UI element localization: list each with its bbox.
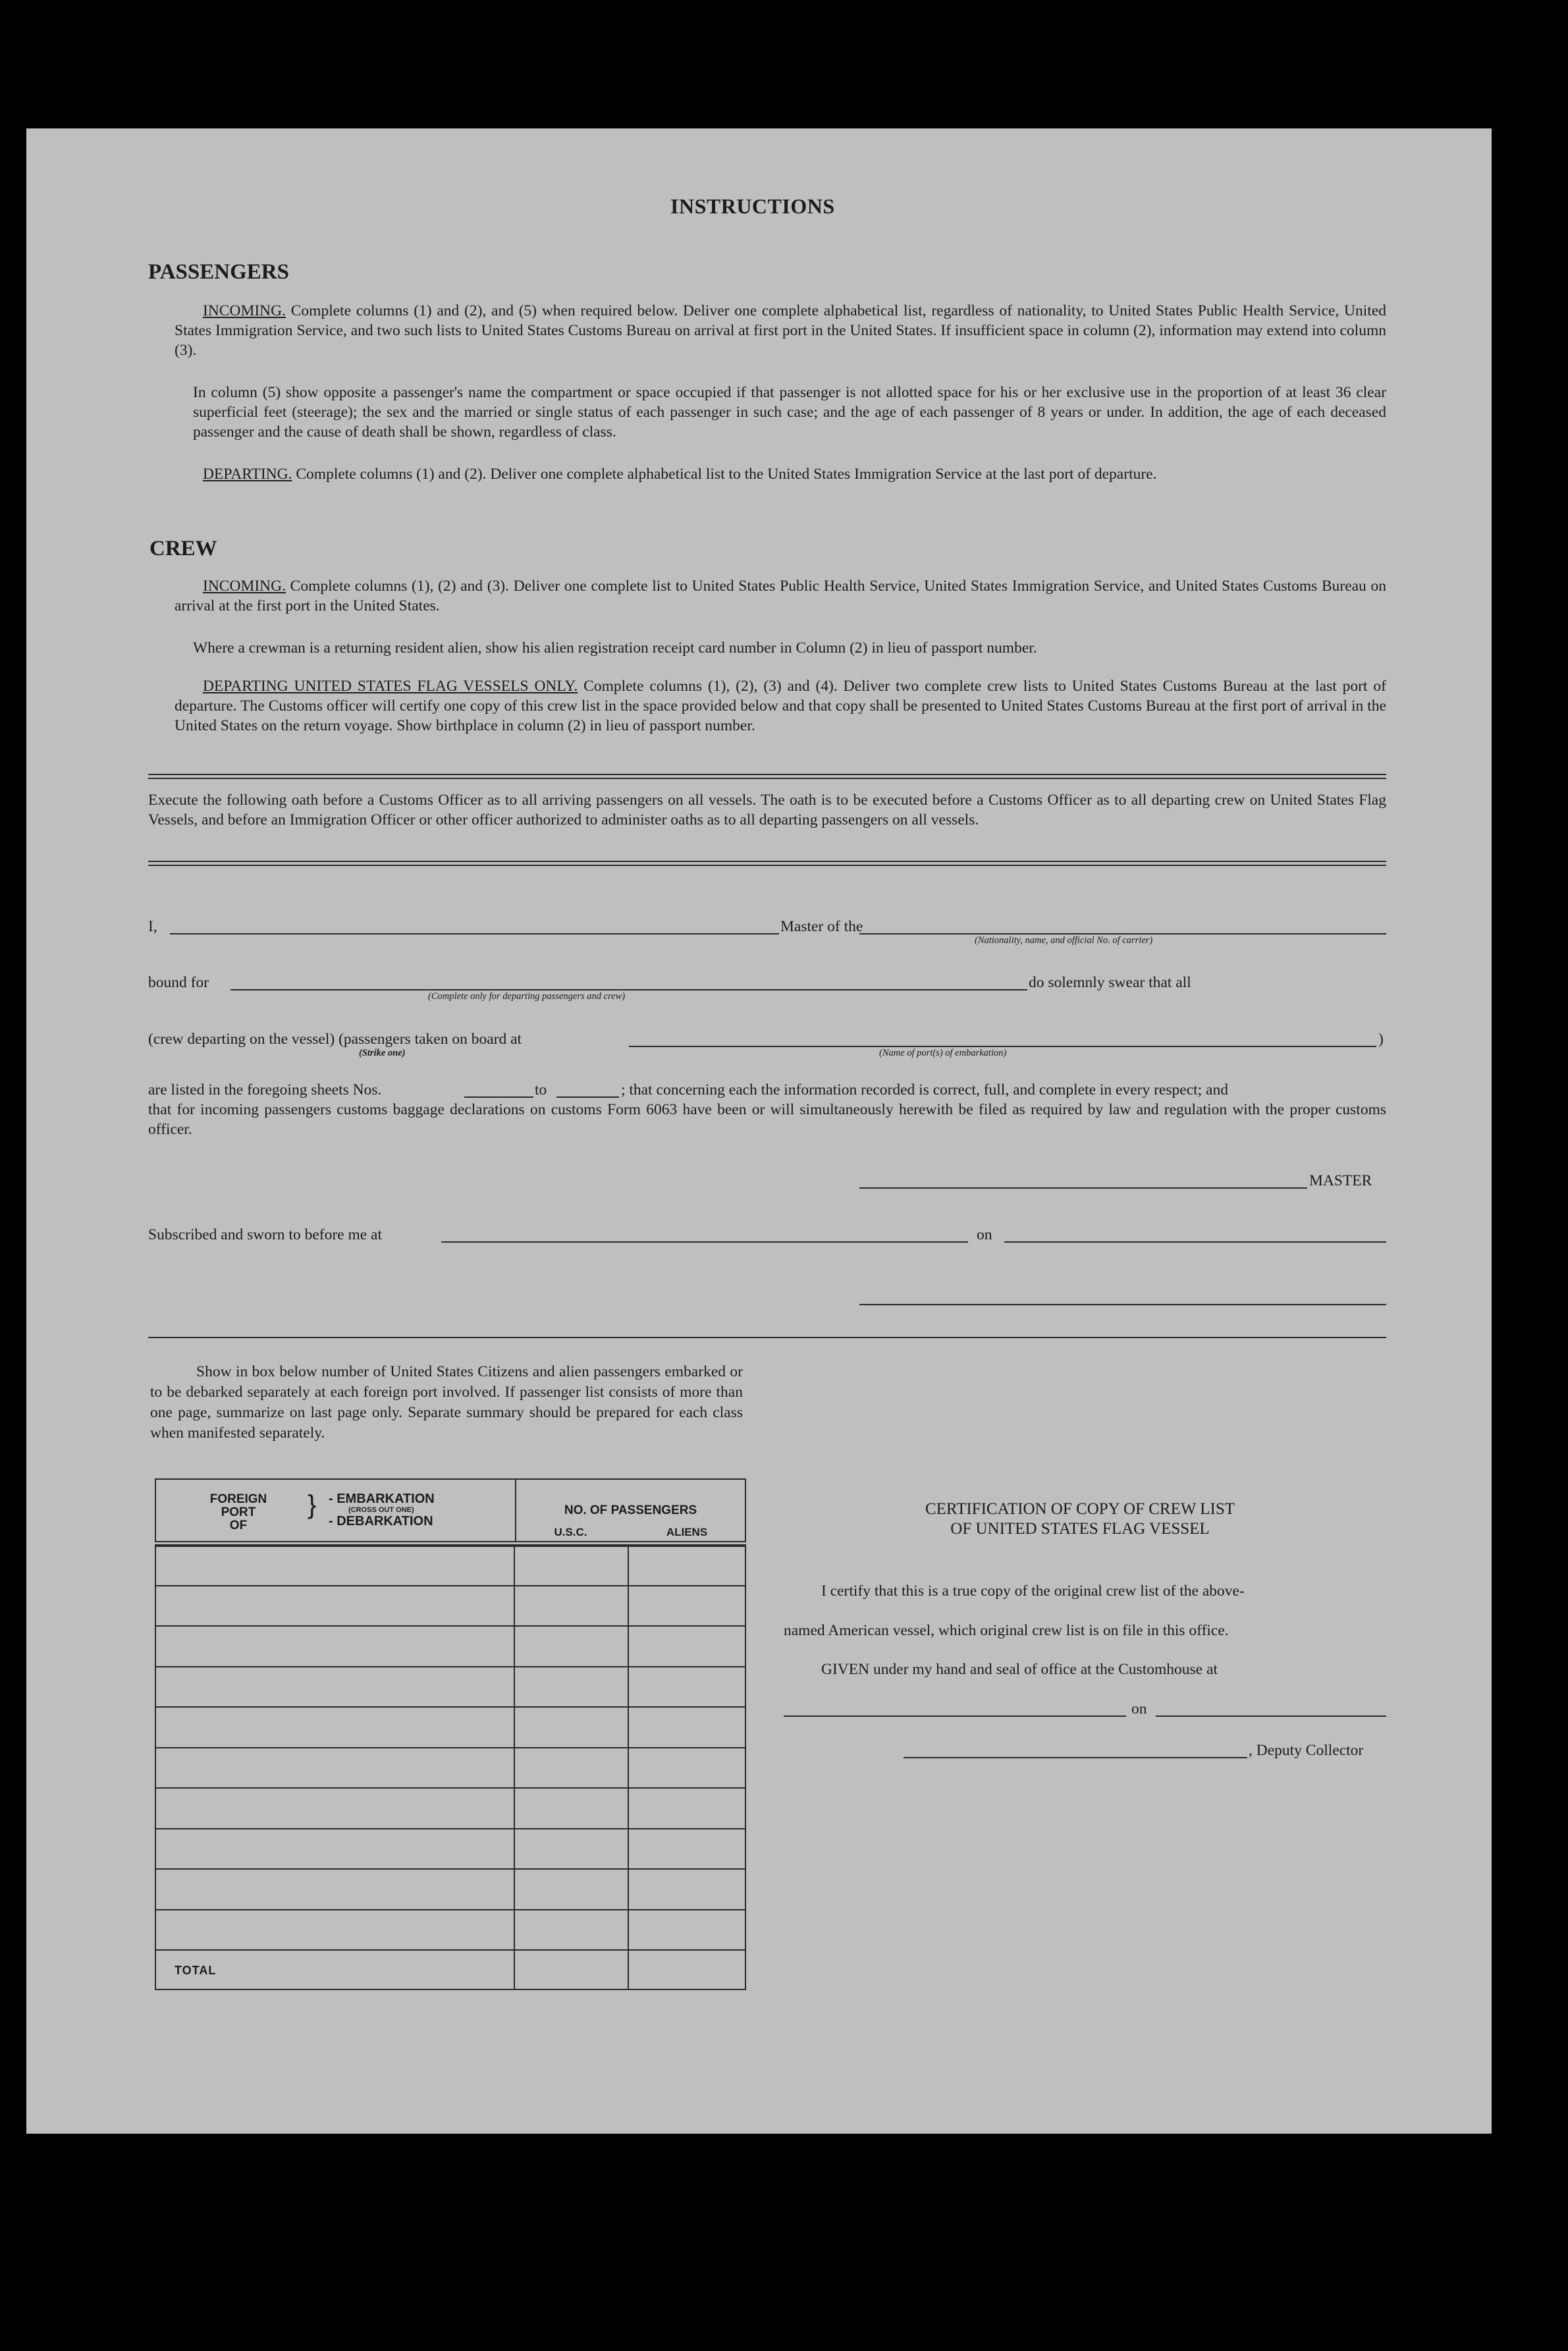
debarkation-label: - DEBARKATION <box>329 1514 433 1528</box>
crew-departing-paragraph <box>175 676 1386 736</box>
crew-resident-alien-paragraph: Where a crewman is a returning resident alien, show his alien registration receipt card number in Column (2) in lieu of passport number. <box>193 639 1037 657</box>
passengers-incoming-paragraph <box>175 301 1386 360</box>
certification-date-line[interactable] <box>1156 1716 1386 1717</box>
deputy-collector-label: , Deputy Collector <box>1249 1742 1364 1759</box>
section-divider <box>148 861 1386 866</box>
crew-departing-text: Complete columns (1), (2), (3) and (4). Deliver two complete crew lists to United States Customs Bureau at the last port of departure. The Customs officer will certify one copy of this crew list in the space provided below and that copy shall be presented to United States Customs Bureau at the first port of arrival in the United States on the return voyage. Show birthplace in column (2) in lieu of passport number. <box>175 678 1386 734</box>
oath-master-of-label: Master of the <box>780 918 863 935</box>
oath-bound-for-label: bound for <box>148 974 209 991</box>
crew-departing-label: DEPARTING UNITED STATES FLAG VESSELS ONLY. <box>203 678 578 695</box>
summary-row[interactable] <box>155 1949 746 1951</box>
oath-listed-label: are listed in the foregoing sheets Nos. <box>148 1081 382 1098</box>
embarkation-label: - EMBARKATION <box>329 1492 435 1506</box>
subscribed-on-label: on <box>977 1226 992 1243</box>
total-label: TOTAL <box>175 1964 217 1977</box>
certification-title-2: OF UNITED STATES FLAG VESSEL <box>950 1520 1210 1538</box>
master-label: MASTER <box>1309 1172 1372 1189</box>
customhouse-line[interactable] <box>784 1716 1126 1717</box>
oath-i-label: I, <box>148 918 157 935</box>
passengers-departing-label: DEPARTING. <box>203 466 292 483</box>
port-header-cell <box>155 1479 516 1542</box>
certify-line-1: I certify that this is a true copy of the original crew list of the above- <box>821 1582 1245 1600</box>
lower-divider <box>148 1337 1386 1338</box>
foreign-port-label: FOREIGN PORT OF <box>209 1492 267 1532</box>
subscribed-date-line[interactable] <box>1004 1241 1386 1243</box>
summary-column-line <box>514 1544 515 1990</box>
oath-close-paren: ) <box>1378 1031 1384 1048</box>
summary-row[interactable] <box>155 1625 746 1627</box>
passengers-column5-paragraph: In column (5) show opposite a passenger's name the compartment or space occupied if that passenger is not allotted space for his or her exclusive use in the proportion of at least 36 clear superficial feet (steerage); the sex and the married or single status of each passenger in such case; and the age of each passenger of 8 years or under. In addition, the age of each deceased passenger and the cause of death shall be shown, regardless of class. <box>193 384 1386 441</box>
embark-caption: (Name of port(s) of embarkation) <box>879 1048 1007 1058</box>
summary-row[interactable] <box>155 1828 746 1829</box>
officer-signature-line[interactable] <box>859 1304 1386 1305</box>
summary-row[interactable] <box>155 1868 746 1870</box>
crew-incoming-paragraph <box>175 576 1386 616</box>
oath-carrier-line[interactable] <box>859 933 1386 934</box>
certify-line-2: named American vessel, which original crew list is on file in this office. <box>784 1622 1229 1639</box>
oath-instruction: Execute the following oath before a Customs Officer as to all arriving passengers on all vessels. The oath is to be executed before a Customs Officer as to all departing crew on United States Flag Vessels, and before an Immigration Officer or other officer authorized to administer oaths as to all departing passengers on all vessels. <box>148 792 1386 828</box>
cross-out-label: (CROSS OUT ONE) <box>348 1506 414 1514</box>
crew-incoming-label: INCOMING. <box>203 578 286 595</box>
given-text: GIVEN under my hand and seal of office at the Customhouse at <box>821 1661 1218 1678</box>
subscribed-label: Subscribed and sworn to before me at <box>148 1226 383 1243</box>
passengers-departing-text: Complete columns (1) and (2). Deliver one complete alphabetical list to the United States Immigration Service at the last port of departure. <box>296 466 1157 483</box>
oath-name-line[interactable] <box>170 933 779 934</box>
usc-header-label: U.S.C. <box>554 1526 587 1538</box>
summary-row[interactable] <box>155 1706 746 1708</box>
passengers-incoming-text: Complete columns (1) and (2), and (5) when required below. Deliver one complete alphabetical list, regardless of nationality, to United States Public Health Service, United States Immigration Service, and two such lists to United States Customs Bureau on arrival at first port in the United States. If insufficient space in column (2), information may extend into column (3). <box>175 302 1387 359</box>
deputy-collector-line[interactable] <box>904 1757 1247 1758</box>
summary-body-box <box>155 1544 746 1990</box>
passengers-departing-paragraph <box>175 464 1386 484</box>
sheets-from-line[interactable] <box>464 1096 533 1098</box>
summary-row[interactable] <box>155 1747 746 1748</box>
crew-heading: CREW <box>149 537 217 560</box>
passengers-incoming-label: INCOMING. <box>203 302 286 319</box>
certification-on-label: on <box>1131 1700 1147 1717</box>
passengers-heading: PASSENGERS <box>148 260 289 284</box>
no-passengers-header: NO. OF PASSENGERS <box>516 1479 745 1542</box>
summary-row[interactable] <box>155 1909 746 1910</box>
summary-instruction: Show in box below number of United States Citizens and alien passengers embarked or to be debarked separately at each foreign port involved. If passenger list consists of more than one page, summarize on last page only. Separate summary should be prepared for each class when manifested separately. <box>150 1363 743 1442</box>
oath-bound-for-line[interactable] <box>230 989 1027 990</box>
page-title: INSTRUCTIONS <box>670 194 835 218</box>
oath-listed-text-continued: that for incoming passengers customs baggage declarations on customs Form 6063 have been or will simultaneously herewith be filed as required by law and regulation with the proper customs officer. <box>148 1101 1386 1138</box>
summary-row[interactable] <box>155 1666 746 1667</box>
crew-incoming-text: Complete columns (1), (2) and (3). Deliver one complete list to United States Public Health Service, United States Immigration Service, and United States Customs Bureau on arrival at the first port in the United States. <box>175 578 1386 614</box>
summary-row[interactable] <box>155 1787 746 1789</box>
oath-swear-label: do solemnly swear that all <box>1029 974 1191 991</box>
section-divider <box>148 774 1386 779</box>
form-sheet <box>26 128 1492 2134</box>
carrier-caption: (Nationality, name, and official No. of carrier) <box>975 935 1153 946</box>
brace-icon: } <box>308 1490 317 1519</box>
master-signature-line[interactable] <box>859 1187 1307 1189</box>
oath-embarkation-line[interactable] <box>629 1046 1376 1047</box>
oath-listed-text: ; that concerning each the information recorded is correct, full, and complete in every respect; and <box>621 1081 1228 1098</box>
summary-column-line <box>628 1544 629 1990</box>
oath-crew-departing-label: (crew departing on the vessel) (passengers taken on board at <box>148 1031 522 1048</box>
strike-caption: (Strike one) <box>359 1048 406 1058</box>
subscribed-place-line[interactable] <box>441 1241 968 1243</box>
aliens-header-label: ALIENS <box>666 1526 708 1538</box>
bound-caption: (Complete only for departing passengers and crew) <box>428 991 626 1002</box>
certification-title-1: CERTIFICATION OF COPY OF CREW LIST <box>925 1500 1235 1518</box>
sheets-to-line[interactable] <box>556 1096 619 1098</box>
summary-row[interactable] <box>155 1585 746 1586</box>
oath-to-label: to <box>535 1081 547 1098</box>
